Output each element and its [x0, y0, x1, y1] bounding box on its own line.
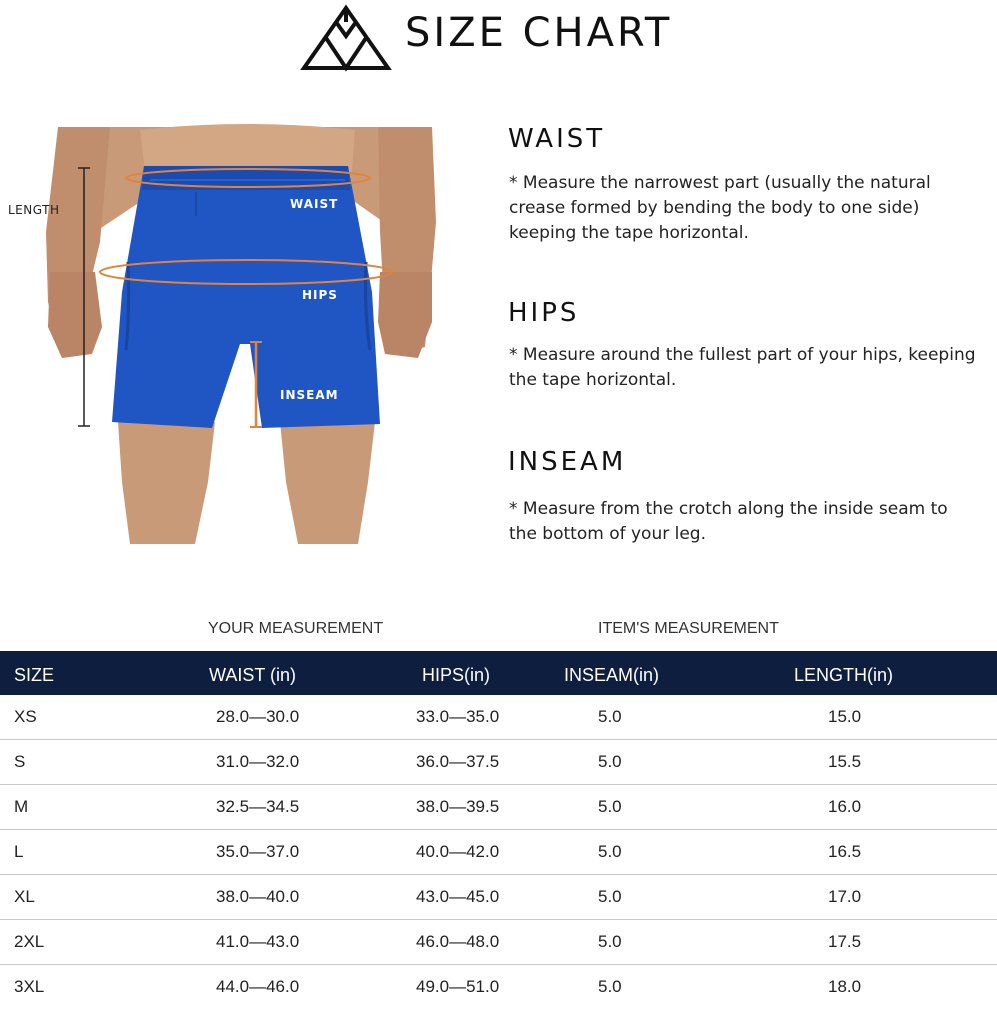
- header: [0, 0, 997, 80]
- item-measurement-label: ITEM'S MEASUREMENT: [598, 620, 779, 637]
- column-header-waist: WAIST (in): [209, 665, 297, 685]
- hips-heading: HIPS: [508, 298, 580, 328]
- length-label: LENGTH: [8, 203, 60, 217]
- table-row: [0, 965, 997, 1009]
- inseam-cell: 5.0: [598, 707, 622, 726]
- size-cell: M: [14, 797, 29, 816]
- hips-cell: 33.0—35.0: [416, 707, 500, 726]
- waist-cell: 31.0—32.0: [216, 752, 300, 771]
- waist-instructions: * Measure the narrowest part (usually the natural crease formed by bending the body to one side) keeping the tape horizontal.: [509, 173, 931, 243]
- inseam-cell: 5.0: [598, 887, 622, 906]
- inseam-cell: 5.0: [598, 977, 622, 996]
- waist-cell: 32.5—34.5: [216, 797, 300, 816]
- waist-cell: 35.0—37.0: [216, 842, 300, 861]
- inseam-label: INSEAM: [280, 388, 339, 402]
- column-header-hips: HIPS(in): [422, 665, 491, 685]
- hips-instructions: * Measure around the fullest part of your hips, keeping the tape horizontal.: [509, 345, 976, 390]
- size-cell: L: [14, 842, 24, 861]
- inseam-heading: INSEAM: [508, 447, 627, 477]
- length-cell: 15.0: [828, 707, 862, 726]
- length-cell: 16.0: [828, 797, 862, 816]
- inseam-cell: 5.0: [598, 842, 622, 861]
- size-cell: 3XL: [14, 977, 45, 996]
- page-title: SIZE CHART: [405, 10, 673, 56]
- hips-label: HIPS: [302, 288, 338, 302]
- inseam-cell: 5.0: [598, 797, 622, 816]
- triangle-mountain-logo-icon: [300, 4, 392, 72]
- hips-cell: 46.0—48.0: [416, 932, 500, 951]
- hips-cell: 38.0—39.5: [416, 797, 500, 816]
- length-cell: 18.0: [828, 977, 862, 996]
- column-header-size: SIZE: [14, 665, 55, 685]
- length-cell: 16.5: [828, 842, 862, 861]
- table-row: [0, 740, 997, 785]
- hips-cell: 49.0—51.0: [416, 977, 500, 996]
- waist-cell: 28.0—30.0: [216, 707, 300, 726]
- waist-cell: 41.0—43.0: [216, 932, 300, 951]
- hips-cell: 36.0—37.5: [416, 752, 500, 771]
- shorts-measurement-illustration: [0, 122, 440, 547]
- size-cell: 2XL: [14, 932, 45, 951]
- table-row: [0, 785, 997, 830]
- inseam-instructions: * Measure from the crotch along the inside seam to the bottom of your leg.: [509, 499, 948, 544]
- table-header: [0, 651, 997, 695]
- hips-cell: 40.0—42.0: [416, 842, 500, 861]
- size-cell: S: [14, 752, 26, 771]
- table-row: [0, 695, 997, 740]
- size-cell: XS: [14, 707, 37, 726]
- hips-cell: 43.0—45.0: [416, 887, 500, 906]
- inseam-cell: 5.0: [598, 932, 622, 951]
- length-cell: 15.5: [828, 752, 862, 771]
- waist-label: WAIST: [290, 197, 339, 211]
- waist-cell: 38.0—40.0: [216, 887, 300, 906]
- length-cell: 17.0: [828, 887, 862, 906]
- size-table: [0, 651, 997, 1009]
- table-row: [0, 920, 997, 965]
- waist-cell: 44.0—46.0: [216, 977, 300, 996]
- column-header-length: LENGTH(in): [794, 665, 894, 685]
- column-header-inseam: INSEAM(in): [564, 665, 660, 685]
- inseam-cell: 5.0: [598, 752, 622, 771]
- size-cell: XL: [14, 887, 35, 906]
- table-row: [0, 830, 997, 875]
- waist-heading: WAIST: [508, 124, 606, 154]
- length-cell: 17.5: [828, 932, 862, 951]
- table-row: [0, 875, 997, 920]
- your-measurement-label: YOUR MEASUREMENT: [208, 620, 384, 637]
